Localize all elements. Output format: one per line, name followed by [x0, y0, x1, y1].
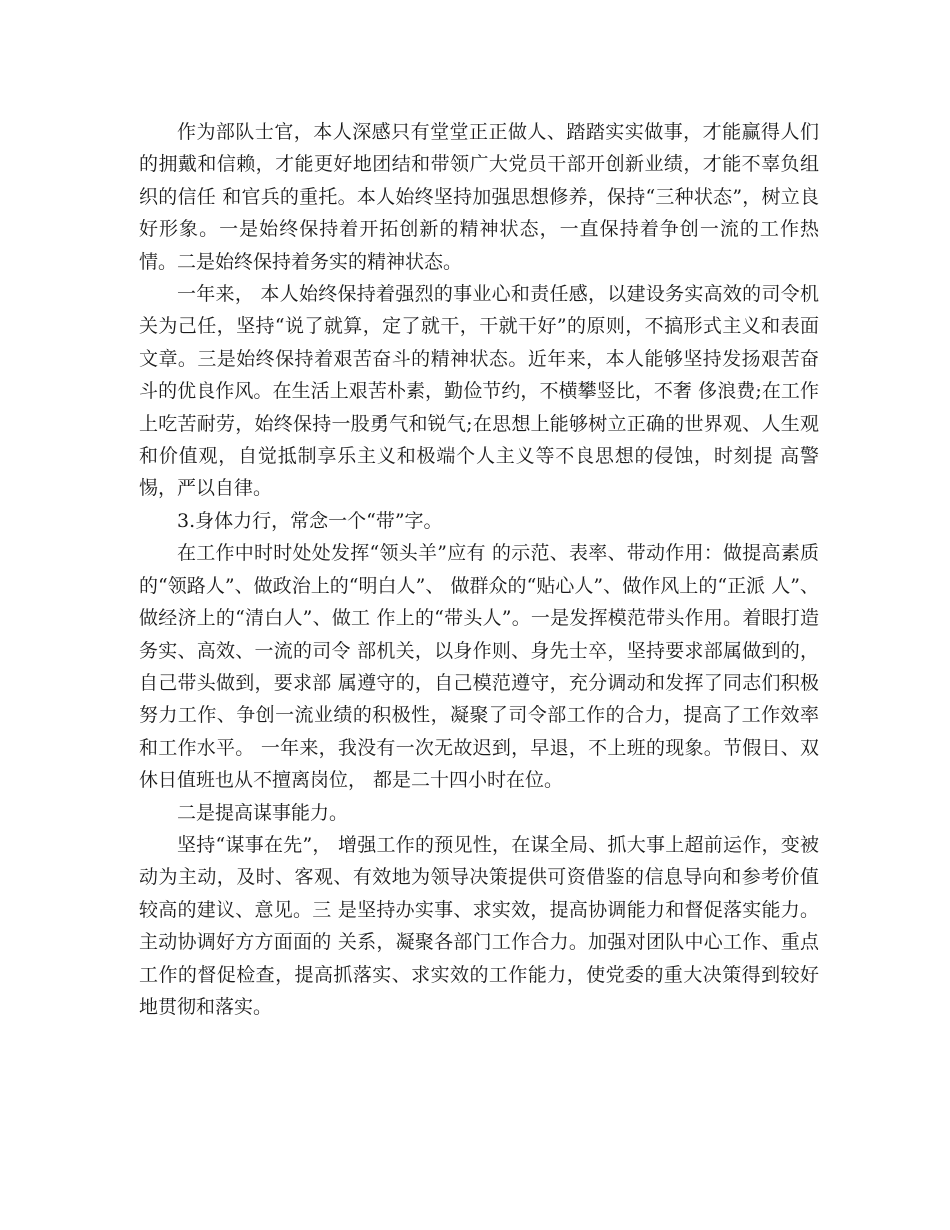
document-body	[139, 116, 819, 1023]
paragraph-1: 作为部队士官，本人深感只有堂堂正正做人、踏踏实实做事，才能赢得人们的拥戴和信赖，才能更好地团结和带领广大党员干部开创新业绩，才能不辜负组织的信任 和官兵的重托。本人始终坚持加强思想修养，保持“三种状态”，树立良好形象。一是始终保持着开拓创新的精神状态，一直保持着争创一流的工作热情。二是始终保持着务实的精神状态。	[139, 121, 819, 273]
paragraph-2: 一年来， 本人始终保持着强烈的事业心和责任感，以建设务实高效的司令机关为己任，坚持“说了就算，定了就干，干就干好”的原则，不搞形式主义和表面文章。三是始终保持着艰苦奋斗的精神状态。近年来，本人能够坚持发扬艰苦奋斗的优良作风。在生活上艰苦朴素，勤俭节约，不横攀竖比，不奢 侈浪费;在工作上吃苦耐劳，始终保持一股勇气和锐气;在思想上能够树立正确的世界观、人生观和价值观，自觉抵制享乐主义和极端个人主义等不良思想的侵蚀，时刻提 高警惕，严以自律。	[139, 283, 819, 500]
paragraph-3: 3.身体力行，常念一个“带”字。	[177, 509, 443, 532]
paragraph-4: 在工作中时时处处发挥“领头羊”应有 的示范、表率、带动作用：做提高素质的“领路人”、做政治上的“明白人”、 做群众的“贴心人”、做作风上的“正派 人”、做经济上的“清白人”、做工 作上的“带头人”。一是发挥模范带头作用。着眼打造务实、高效、一流的司令 部机关，以身作则、身先士卒，坚持要求部属做到的，自己带头做到，要求部 属遵守的，自己模范遵守，充分调动和发挥了同志们积极努力工作、争创一流业绩的积极性，凝聚了司令部工作的合力，提高了工作效率和工作水平。 一年来，我没有一次无故迟到，早退，不上班的现象。节假日、双休日值班也从不擅离岗位， 都是二十四小时在位。	[139, 542, 819, 792]
paragraph-5: 二是提高谋事能力。	[177, 801, 349, 824]
paragraph-6: 坚持“谋事在先”， 增强工作的预见性，在谋全局、抓大事上超前运作，变被动为主动，及时、客观、有效地为领导决策提供可资借鉴的信息导向和参考价值较高的建议、意见。三 是坚持办实事、求实效，提高协调能力和督促落实能力。主动协调好方方面面的 关系，凝聚各部门工作合力。加强对团队中心工作、重点工作的督促检查，提高抓落实、求实效的工作能力，使党委的重大决策得到较好地贯彻和落实。	[139, 833, 819, 1018]
